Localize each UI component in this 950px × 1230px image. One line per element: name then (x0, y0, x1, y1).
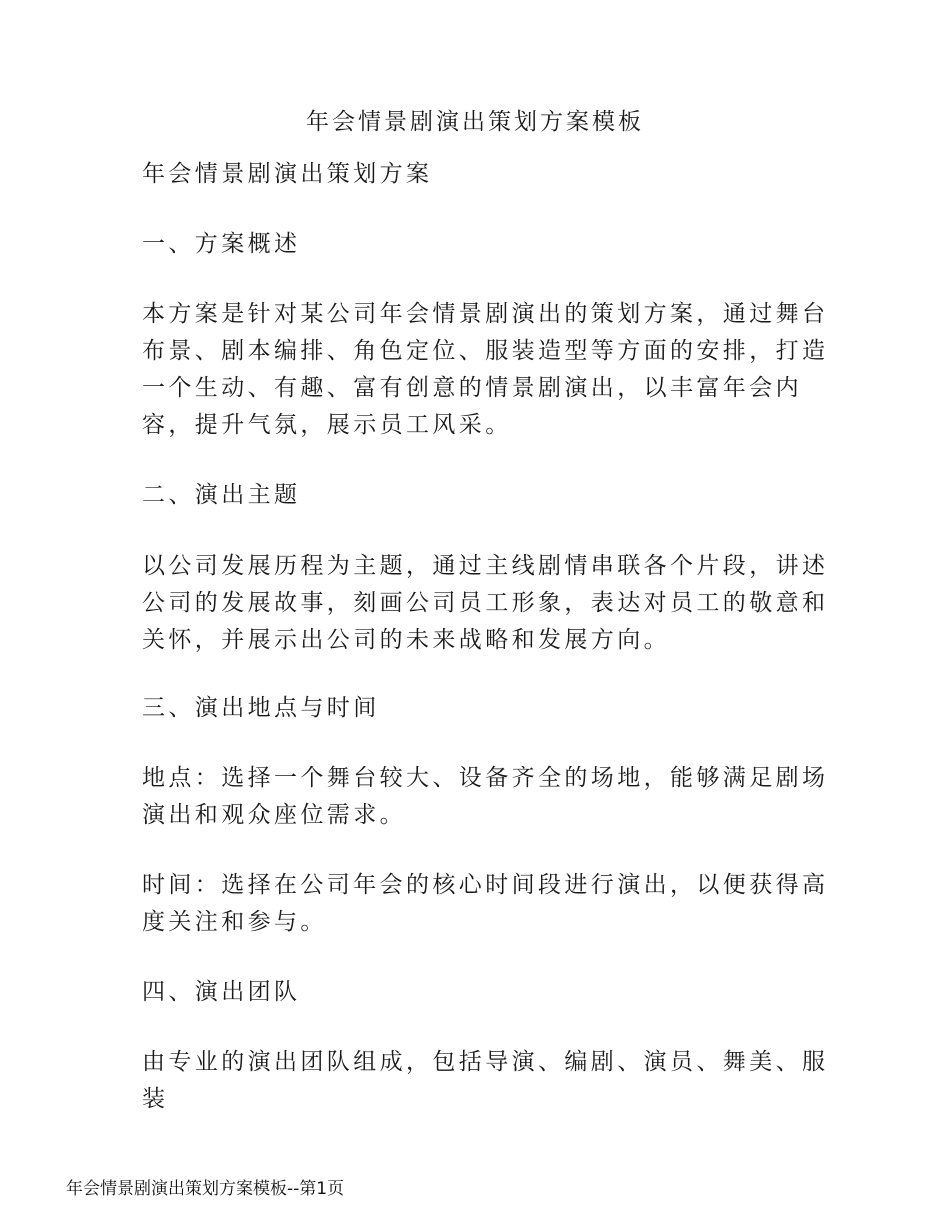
document-title: 年会情景剧演出策划方案模板 (306, 109, 644, 135)
paragraph-team: 由专业的演出团队组成，包括导演、编剧、演员、舞美、服装 (142, 1049, 829, 1112)
section-heading-theme: 二、演出主题 (142, 482, 301, 508)
paragraph-overview: 本方案是针对某公司年会情景剧演出的策划方案，通过舞台布景、剧本编排、角色定位、服装造型等方面的安排，打造一个生动、有趣、富有创意的情景剧演出，以丰富年会内容，提升气氛，展示员工风采。 (142, 301, 829, 438)
paragraph-time: 时间：选择在公司年会的核心时间段进行演出，以便获得高度关注和参与。 (142, 872, 829, 935)
section-heading-overview: 一、方案概述 (142, 231, 301, 257)
document-subtitle: 年会情景剧演出策划方案 (142, 161, 433, 187)
section-heading-venue-time: 三、演出地点与时间 (142, 695, 380, 721)
paragraph-theme: 以公司发展历程为主题，通过主线剧情串联各个片段，讲述公司的发展故事，刻画公司员工形象，表达对员工的敬意和关怀，并展示出公司的未来战略和发展方向。 (142, 553, 829, 653)
paragraph-venue: 地点：选择一个舞台较大、设备齐全的场地，能够满足剧场演出和观众座位需求。 (142, 765, 829, 828)
section-heading-team: 四、演出团队 (142, 979, 301, 1005)
page-footer: 年会情景剧演出策划方案模板--第1页 (66, 1179, 345, 1199)
